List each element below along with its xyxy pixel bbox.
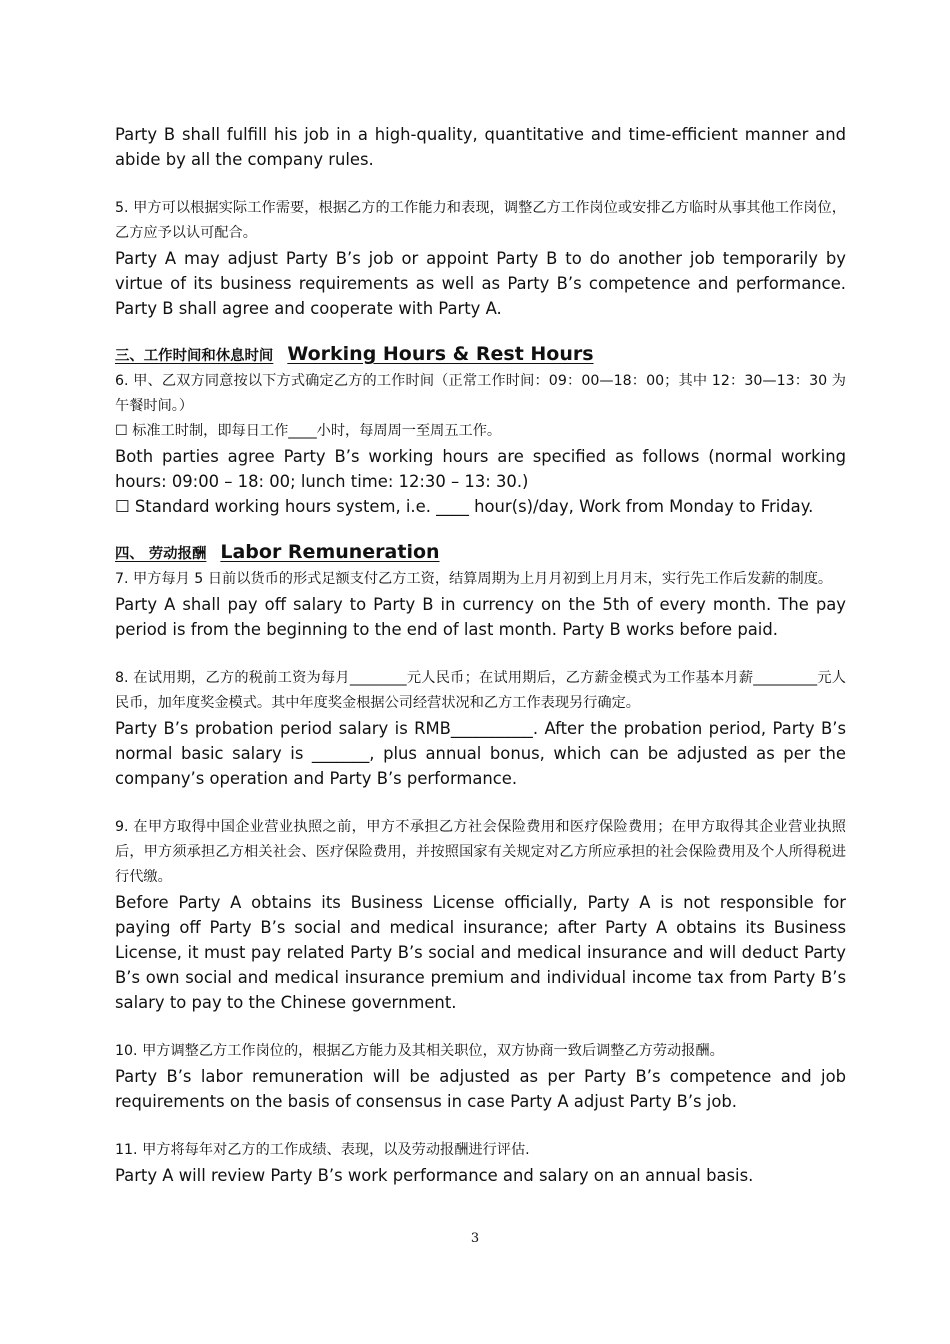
clause-9-zh: 9. 在甲方取得中国企业营业执照之前，甲方不承担乙方社会保险费用和医疗保险费用；在甲方取得其企业营业执照后，甲方须承担乙方相关社会、医疗保险费用，并按照国家有关规定对乙方所应承担的社会保险费用及个人所得税进行代缴。: [115, 819, 846, 885]
clause-7-en: Party A shall pay off salary to Party B in currency on the 5th of every month. The pay period is from the beginning to the end of last month. Party B works before paid.: [115, 595, 846, 639]
clause-7-zh: 7. 甲方每月 5 日前以货币的形式足额支付乙方工资，结算周期为上月月初到上月月末，实行先工作后发薪的制度。: [115, 571, 833, 587]
clause-10-en: Party B’s labor remuneration will be adjusted as per Party B’s competence and job requirements on the basis of consensus in case Party A adjust Party B’s job.: [115, 1067, 846, 1111]
document-body: [115, 122, 846, 1188]
page-number: 3: [470, 1231, 480, 1246]
section-4-heading-en: Labor Remuneration: [220, 541, 440, 563]
clause-5-zh: 5. 甲方可以根据实际工作需要，根据乙方的工作能力和表现，调整乙方工作岗位或安排乙方临时从事其他工作岗位，乙方应予以认可配合。: [115, 200, 846, 241]
clause-5-en: Party A may adjust Party B’s job or appoint Party B to do another job temporarily by virtue of its business requirements as well as Party B’s competence and performance. Party B shall agree and cooperate with Party A.: [115, 249, 846, 318]
section-3-heading-en: Working Hours & Rest Hours: [287, 343, 594, 365]
paragraph-intro-en: Party B shall fulfill his job in a high-quality, quantitative and time-efficient manner and abide by all the company rules.: [115, 125, 846, 169]
clause-11-zh: 11. 甲方将每年对乙方的工作成绩、表现，以及劳动报酬进行评估.: [115, 1142, 530, 1158]
clause-6-en: Both parties agree Party B’s working hours are specified as follows (normal working hours: 09:00 – 18: 00; lunch time: 12:30 – 13: 30.): [115, 447, 846, 491]
clause-10-zh: 10. 甲方调整乙方工作岗位的，根据乙方能力及其相关职位，双方协商一致后调整乙方劳动报酬。: [115, 1043, 724, 1059]
clause-6-zh-option: ☐ 标准工时制，即每日工作____小时，每周周一至周五工作。: [115, 423, 502, 439]
section-3-heading: [115, 341, 846, 369]
clause-6-zh: 6. 甲、乙双方同意按以下方式确定乙方的工作时间（正常工作时间：09：00—18：00；其中 12：30—13：30 为午餐时间。）: [115, 373, 846, 414]
clause-8-en: Party B’s probation period salary is RMB__________. After the probation period, Party B’s normal basic salary is _______, plus annual bonus, which can be adjusted as per the company’s operation and Party B’s performance.: [115, 719, 846, 788]
clause-6-en-option: ☐ Standard working hours system, i.e. ____ hour(s)/day, Work from Monday to Friday.: [115, 497, 814, 516]
clause-9-en: Before Party A obtains its Business License officially, Party A is not responsible for paying off Party B’s social and medical insurance; after Party A obtains its Business License, it must pay related Party B’s social and medical insurance and will deduct Party B’s own social and medical insurance premium and individual income tax from Party B’s salary to pay to the Chinese government.: [115, 893, 846, 1012]
clause-11-en: Party A will review Party B’s work performance and salary on an annual basis.: [115, 1166, 754, 1185]
section-3-heading-zh: 三、工作时间和休息时间: [115, 348, 274, 364]
section-4-heading: [115, 539, 846, 567]
clause-8-zh: 8. 在试用期，乙方的税前工资为每月________元人民币；在试用期后，乙方薪金模式为工作基本月薪_________元人民币，加年度奖金模式。其中年度奖金根据公司经营状况和乙方工作表现另行确定。: [115, 670, 846, 711]
section-4-heading-zh: 四、 劳动报酬: [115, 546, 207, 562]
